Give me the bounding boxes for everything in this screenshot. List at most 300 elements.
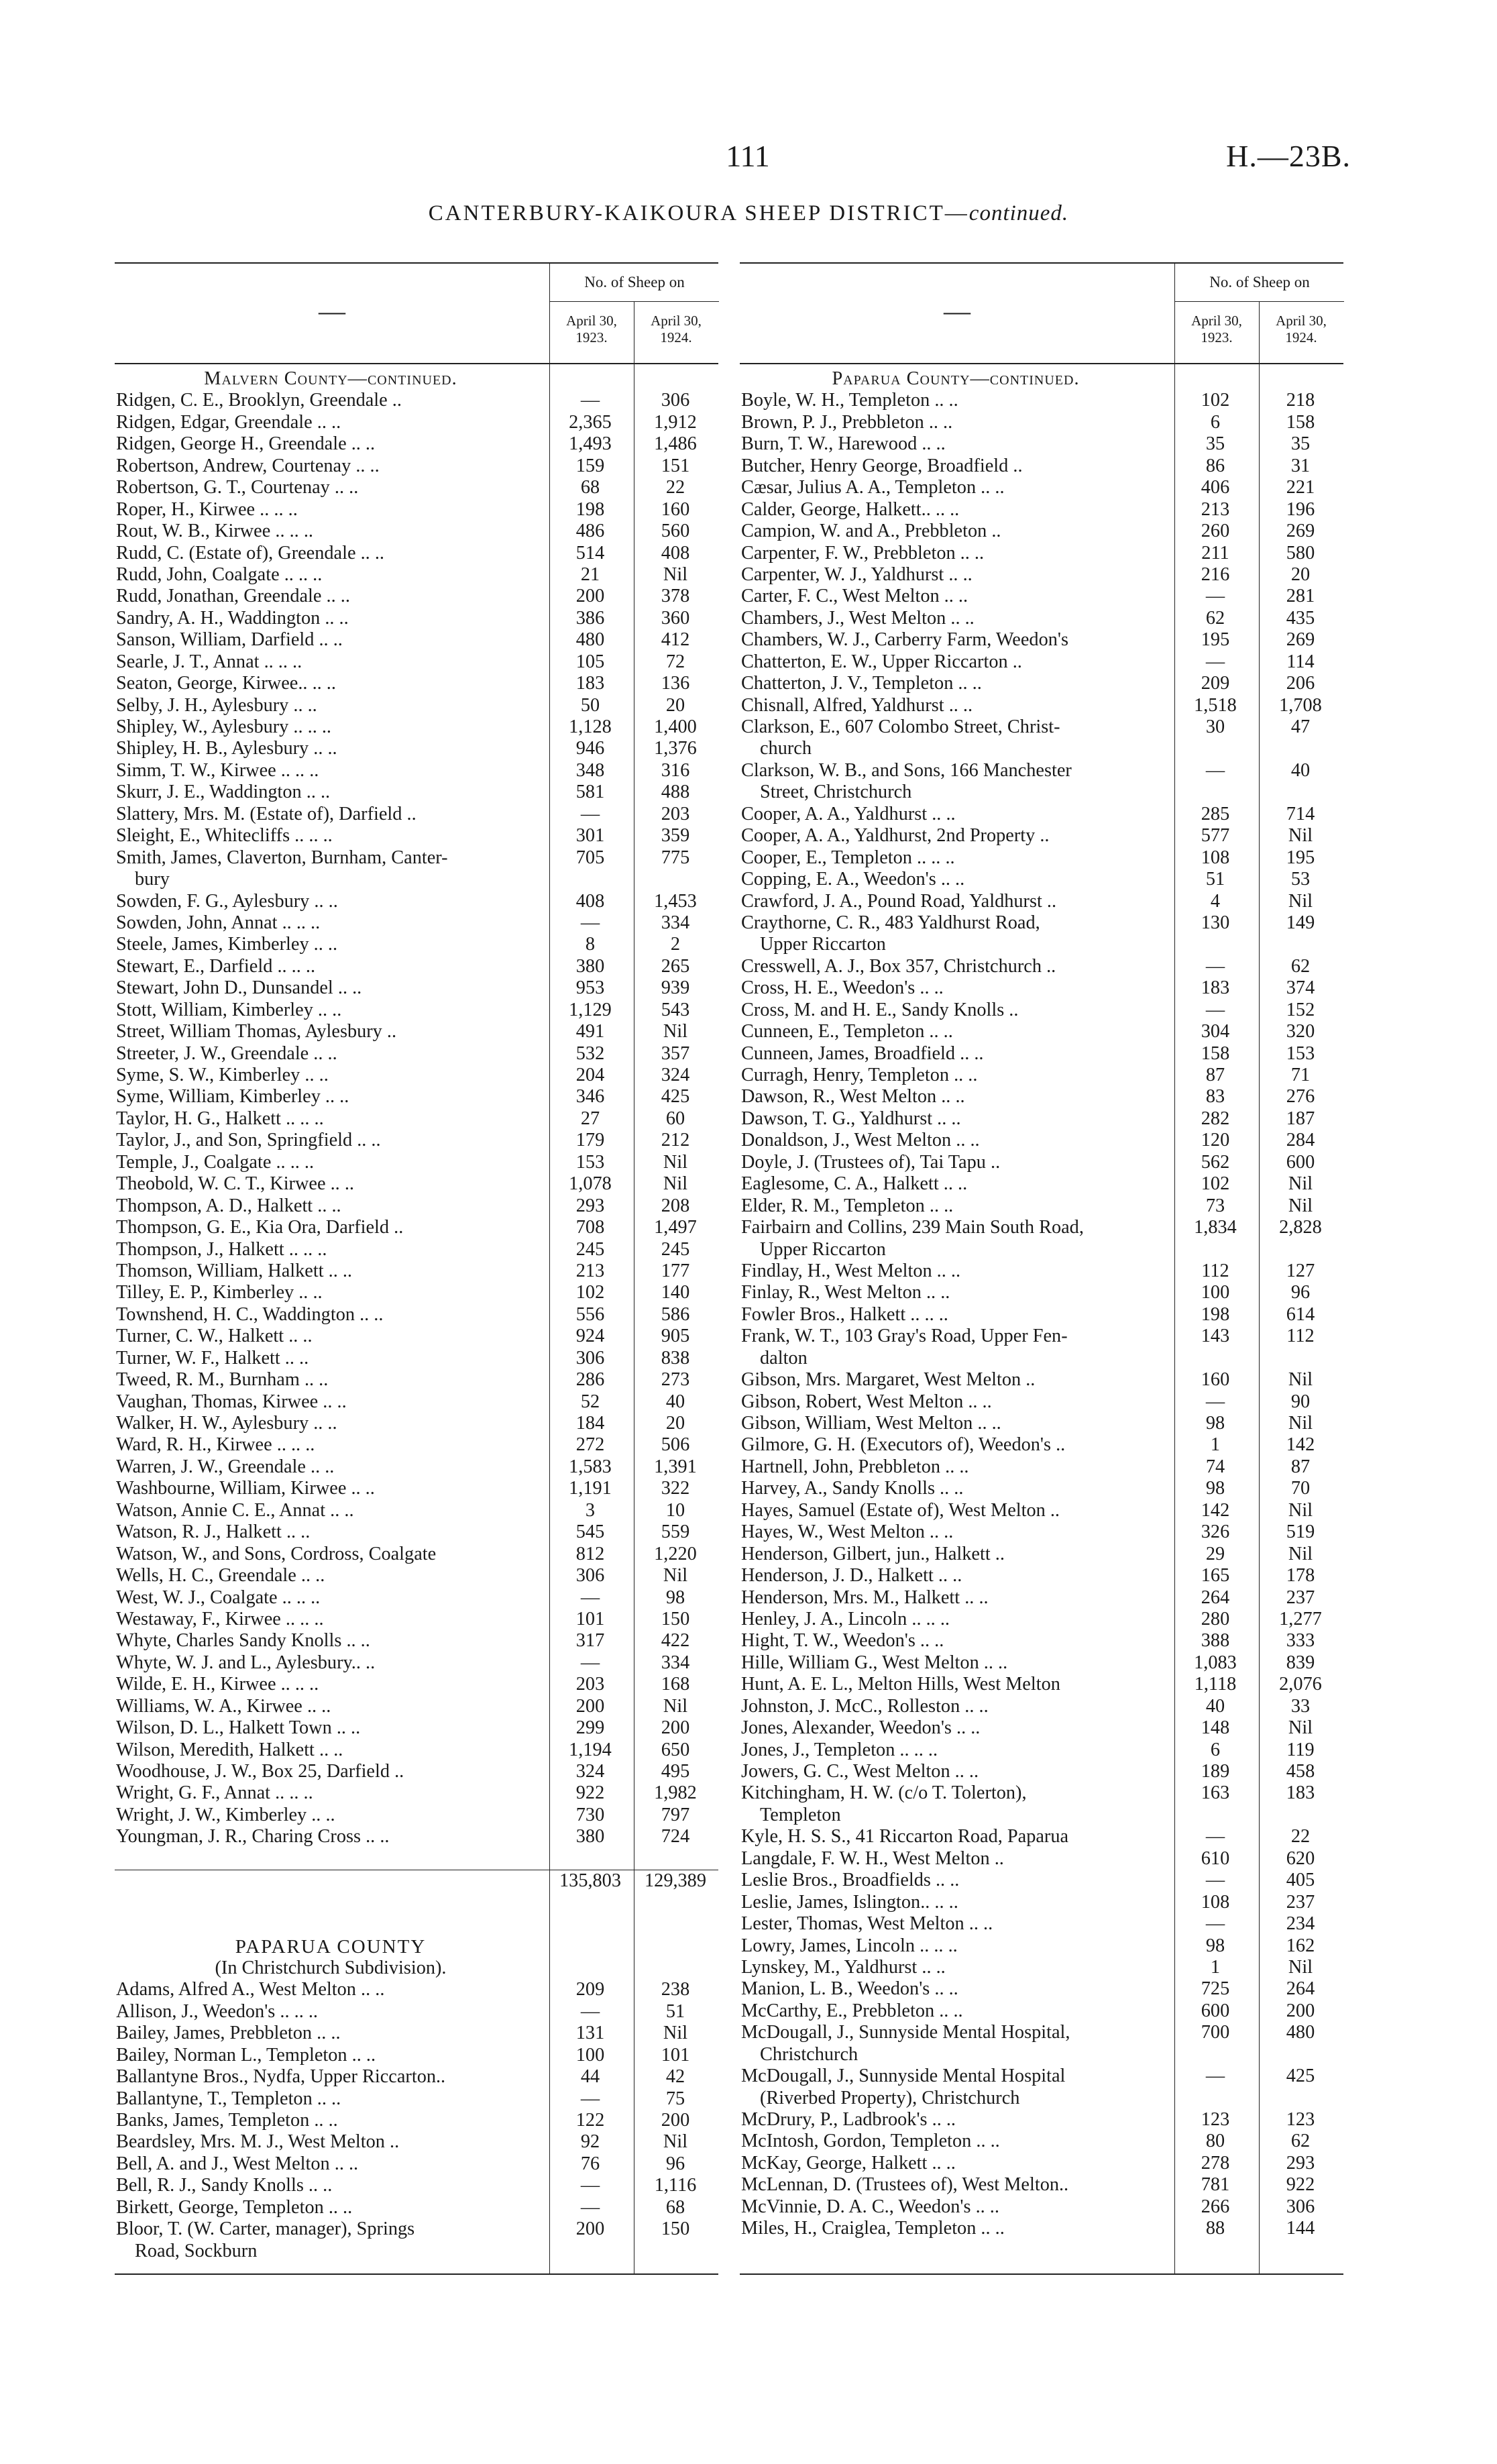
- table-row: [115, 1130, 718, 1151]
- sheep-1924: 22: [665, 477, 685, 498]
- sheep-1924: 40: [665, 1391, 685, 1412]
- owner-name: Cæsar, Julius A. A., Templeton .. ..: [741, 477, 1005, 498]
- table-row: [740, 2174, 1343, 2196]
- sheep-1923: —: [1205, 999, 1225, 1020]
- sheep-1923: 486: [575, 521, 605, 542]
- total-row: [115, 1870, 718, 1892]
- owner-name: Malvern County—continued.: [204, 368, 457, 389]
- owner-column-header: —: [944, 296, 971, 326]
- sheep-1923: 562: [1201, 1151, 1230, 1173]
- sheep-1924: 47: [1290, 716, 1311, 737]
- sheep-1924: 238: [661, 1979, 690, 2000]
- table-row: [740, 390, 1343, 411]
- table-row: [740, 1130, 1343, 1151]
- sheep-1923: 100: [575, 2044, 605, 2066]
- sheep-1924: 206: [1286, 673, 1315, 694]
- left-table-body: [115, 368, 718, 2262]
- owner-name: Taylor, H. G., Halkett .. .. ..: [116, 1108, 324, 1129]
- table-row: [115, 1304, 718, 1326]
- sheep-1924: 150: [661, 1608, 690, 1629]
- table-row: [115, 1979, 718, 2000]
- sheep-1924: 31: [1290, 455, 1311, 476]
- sheep-1924: 600: [1286, 1151, 1315, 1173]
- sheep-1923: 260: [1201, 521, 1230, 542]
- table-row: [740, 1413, 1343, 1434]
- table-row: [740, 1826, 1343, 1847]
- table-row: [115, 1108, 718, 1130]
- sheep-1924: Nil: [663, 2131, 688, 2153]
- table-row: [740, 847, 1343, 869]
- sheep-1924: 87: [1290, 1456, 1311, 1477]
- sheep-1924: 425: [1286, 2066, 1315, 2087]
- sheep-1924: 269: [1286, 521, 1315, 542]
- sheep-1923: 68: [580, 477, 600, 498]
- owner-name: Hayes, W., West Melton .. ..: [741, 1521, 954, 1543]
- owner-name: Jones, Alexander, Weedon's .. ..: [741, 1717, 981, 1739]
- sheep-1924: 1,277: [1279, 1608, 1322, 1629]
- table-row: [740, 1326, 1343, 1347]
- table-row: [740, 1217, 1343, 1238]
- sheep-1923: 1: [1210, 1956, 1221, 1978]
- table-row: [115, 1000, 718, 1021]
- sheep-1923: 29: [1205, 1543, 1225, 1564]
- sheep-1923: 21: [580, 564, 600, 585]
- table-row: [115, 673, 718, 694]
- sheep-1923: 1,583: [569, 1456, 612, 1477]
- table-row: [740, 1478, 1343, 1499]
- owner-name: Cunneen, James, Broadfield .. ..: [741, 1042, 984, 1064]
- sheep-1924: 72: [665, 651, 685, 672]
- sheep-1923: 301: [575, 825, 605, 847]
- sheep-1924: 359: [661, 825, 690, 847]
- owner-name: Tweed, R. M., Burnham .. ..: [116, 1369, 329, 1391]
- owner-name: Christchurch: [760, 2043, 858, 2065]
- owner-name: Chatterton, J. V., Templeton .. ..: [741, 673, 982, 694]
- sheep-1923: 80: [1205, 2131, 1225, 2152]
- sheep-1924: 360: [661, 607, 690, 629]
- owner-name: Upper Riccarton: [760, 1238, 886, 1260]
- sheep-1924: 333: [1286, 1630, 1315, 1652]
- sheep-1924: 10: [665, 1499, 685, 1521]
- table-row: [115, 738, 718, 759]
- owner-name: Syme, William, Kimberley .. ..: [116, 1086, 349, 1108]
- spacer: [115, 1914, 718, 1935]
- owner-name: Copping, E. A., Weedon's .. ..: [741, 869, 965, 890]
- table-row: [115, 499, 718, 521]
- sheep-1923: 946: [575, 738, 605, 759]
- sheep-1924: Nil: [663, 1021, 688, 1042]
- table-row: [115, 1326, 718, 1347]
- sheep-1924: 405: [1286, 1870, 1315, 1891]
- owner-name: Dawson, T. G., Yaldhurst .. ..: [741, 1108, 961, 1129]
- owner-name: Henderson, Mrs. M., Halkett .. ..: [741, 1587, 989, 1608]
- table-row: [740, 1913, 1343, 1935]
- owner-name: Allison, J., Weedon's .. .. ..: [116, 2000, 318, 2022]
- column-1923-header: [549, 301, 633, 363]
- sheep-1923: 924: [575, 1326, 605, 1347]
- sheep-1923: 514: [575, 542, 605, 564]
- table-row: [115, 1782, 718, 1804]
- owner-name: Rudd, John, Coalgate .. .. ..: [116, 564, 323, 585]
- table-row: [115, 847, 718, 869]
- owner-name: Chambers, J., West Melton .. ..: [741, 607, 975, 629]
- table-row-continuation: [740, 2044, 1343, 2066]
- owner-name: Cross, M. and H. E., Sandy Knolls ..: [741, 999, 1019, 1020]
- sheep-1923: 92: [580, 2131, 600, 2153]
- owner-name: Kitchingham, H. W. (c/o T. Tolerton),: [741, 1782, 1027, 1804]
- sheep-1924: 35: [1290, 433, 1311, 455]
- sheep-1924: 322: [661, 1478, 690, 1499]
- table-row: [115, 1565, 718, 1587]
- sheep-1924: 151: [661, 455, 690, 476]
- table-row: [115, 956, 718, 977]
- owner-name: McLennan, D. (Trustees of), West Melton..: [741, 2174, 1069, 2196]
- sheep-1923: 204: [575, 1065, 605, 1085]
- sheep-1924: 40: [1290, 759, 1311, 781]
- owner-name: McDougall, J., Sunnyside Mental Hospital,: [741, 2022, 1070, 2043]
- owner-name: Cunneen, E., Templeton .. ..: [741, 1021, 953, 1042]
- sheep-1924: 183: [1286, 1782, 1315, 1804]
- table-row: [740, 1978, 1343, 2000]
- sheep-1924: 196: [1286, 498, 1315, 520]
- table-row: [740, 1565, 1343, 1587]
- sheep-1923: 183: [575, 673, 605, 694]
- sheep-1923: 705: [575, 847, 605, 868]
- table-row: [740, 1152, 1343, 1173]
- table-row: [740, 891, 1343, 912]
- sheep-1923: 1: [1210, 1434, 1221, 1456]
- sheep-1923: 480: [575, 629, 605, 651]
- sheep-1923: 6: [1210, 411, 1221, 433]
- sheep-1924: 273: [661, 1369, 690, 1391]
- sheep-1923: 280: [1201, 1608, 1230, 1629]
- sheep-1924: 60: [665, 1108, 685, 1129]
- owner-name: Sowden, F. G., Aylesbury .. ..: [116, 890, 338, 912]
- sheep-1924: 152: [1286, 999, 1315, 1020]
- sheep-1923: —: [1205, 2066, 1225, 2087]
- sheep-1923: 108: [1201, 1891, 1230, 1913]
- table-row: [115, 1086, 718, 1108]
- owner-name: Bell, R. J., Sandy Knolls .. ..: [116, 2175, 333, 2196]
- owner-name: Templeton: [760, 1804, 841, 1825]
- owner-name: Hayes, Samuel (Estate of), West Melton ..: [741, 1499, 1060, 1521]
- sheep-1924: 357: [661, 1042, 690, 1064]
- table-row: [115, 456, 718, 477]
- sheep-1923: 216: [1201, 564, 1230, 585]
- table-row: [115, 1413, 718, 1434]
- owner-name: Shipley, H. B., Aylesbury .. ..: [116, 738, 337, 759]
- sheep-1924: 1,116: [654, 2175, 697, 2196]
- table-row: [740, 1761, 1343, 1782]
- sheep-1923: 406: [1201, 477, 1230, 498]
- sheep-1924: 1,376: [654, 738, 697, 759]
- sheep-1924: 178: [1286, 1565, 1315, 1587]
- sheep-1924: 580: [1286, 542, 1315, 564]
- owner-name: Tilley, E. P., Kimberley .. ..: [116, 1282, 323, 1303]
- table-row: [740, 2066, 1343, 2087]
- sheep-1924: Nil: [1288, 1413, 1313, 1434]
- table-row: [740, 760, 1343, 782]
- table-row: [115, 2175, 718, 2196]
- sheep-1924: 33: [1290, 1695, 1311, 1717]
- sheep-1923: 1,194: [569, 1739, 612, 1760]
- sheep-1923: 266: [1201, 2196, 1230, 2217]
- owner-name: Street, William Thomas, Aylesbury ..: [116, 1021, 397, 1042]
- sheep-1924: 101: [661, 2044, 690, 2066]
- table-row: [115, 1434, 718, 1456]
- left-table-header: [115, 262, 718, 364]
- table-row: [115, 934, 718, 955]
- sheep-1923: 299: [575, 1717, 605, 1739]
- sheep-1923: 102: [1201, 1173, 1230, 1195]
- sheep-1923: 272: [575, 1434, 605, 1456]
- sheep-1924: 939: [661, 977, 690, 999]
- owner-name: Beardsley, Mrs. M. J., West Melton ..: [116, 2131, 400, 2153]
- table-row: [740, 564, 1343, 586]
- owner-name: Walker, H. W., Aylesbury .. ..: [116, 1413, 337, 1434]
- table-row: [740, 1391, 1343, 1413]
- owner-name: Adams, Alfred A., West Melton .. ..: [116, 1979, 385, 2000]
- page-number: 111: [726, 139, 770, 173]
- sheep-1923: 408: [575, 890, 605, 912]
- owner-name: Henderson, J. D., Halkett .. ..: [741, 1565, 962, 1587]
- sheep-1924: 1,391: [654, 1456, 697, 1477]
- table-row: [115, 1696, 718, 1717]
- sheep-count-group-header: No. of Sheep on: [549, 264, 719, 302]
- sheep-1923: —: [1205, 1913, 1225, 1935]
- sheep-1923: —: [580, 912, 600, 933]
- sheep-1924: 488: [661, 782, 690, 803]
- table-row: [740, 869, 1343, 890]
- sheep-1924: Nil: [1288, 1173, 1313, 1195]
- sheep-1924: 208: [661, 1195, 690, 1216]
- table-row: [740, 2109, 1343, 2131]
- owner-name: Townshend, H. C., Waddington .. ..: [116, 1303, 384, 1325]
- owner-name: Wells, H. C., Greendale .. ..: [116, 1565, 325, 1587]
- owner-name: Rudd, C. (Estate of), Greendale .. ..: [116, 542, 384, 564]
- owner-name: Crawford, J. A., Pound Road, Yaldhurst ..: [741, 890, 1057, 912]
- table-row: [115, 2023, 718, 2044]
- owner-name: West, W. J., Coalgate .. .. ..: [116, 1587, 321, 1608]
- sheep-1924: 264: [1286, 1978, 1315, 2000]
- sheep-1923: 306: [575, 1347, 605, 1369]
- sheep-1924: 922: [1286, 2174, 1315, 2196]
- table-row: [115, 1021, 718, 1042]
- sheep-1924: 22: [1290, 1826, 1311, 1847]
- owner-name: Road, Sockburn: [135, 2240, 258, 2261]
- sheep-1923: 122: [575, 2110, 605, 2131]
- table-row: [740, 608, 1343, 629]
- owner-name: Lester, Thomas, West Melton .. ..: [741, 1913, 993, 1935]
- owner-name: Stewart, E., Darfield .. .. ..: [116, 955, 316, 977]
- sheep-1923: 100: [1201, 1282, 1230, 1303]
- sheep-1924: 775: [661, 847, 690, 868]
- owner-name: Harvey, A., Sandy Knolls .. ..: [741, 1478, 964, 1499]
- owner-name: Sandry, A. H., Waddington .. ..: [116, 607, 349, 629]
- table-row: [740, 1173, 1343, 1195]
- table-row: [115, 1500, 718, 1521]
- sheep-1924: Nil: [1288, 1543, 1313, 1564]
- owner-name: Smith, James, Claverton, Burnham, Canter-: [116, 847, 448, 868]
- sheep-1924: 306: [1286, 2196, 1315, 2217]
- owner-name: Gibson, Mrs. Margaret, West Melton ..: [741, 1369, 1036, 1391]
- sheep-1923: 2,365: [569, 411, 612, 433]
- owner-name: Wilde, E. H., Kirwee .. .. ..: [116, 1674, 319, 1695]
- sheep-1923: 160: [1201, 1369, 1230, 1391]
- table-row: [115, 1587, 718, 1609]
- table-row: [115, 2131, 718, 2153]
- sheep-1924: Nil: [1288, 1195, 1313, 1216]
- sheep-1924: 98: [665, 1587, 685, 1608]
- sheep-1923: 83: [1205, 1086, 1225, 1108]
- sheep-1924: 96: [1290, 1282, 1311, 1303]
- sheep-1924: 281: [1286, 586, 1315, 607]
- owner-name: Craythorne, C. R., 483 Yaldhurst Road,: [741, 912, 1040, 933]
- column-1923-year: 1923.: [575, 329, 608, 345]
- table-row: [740, 1870, 1343, 1891]
- sheep-1924: 425: [661, 1086, 690, 1108]
- owner-name: Thomson, William, Halkett .. ..: [116, 1260, 353, 1281]
- table-bottom-rule: [115, 2273, 718, 2275]
- sheep-1923: 545: [575, 1521, 605, 1543]
- table-row: [740, 521, 1343, 542]
- owner-name: McDougall, J., Sunnyside Mental Hospital: [741, 2066, 1066, 2087]
- table-row: [115, 782, 718, 803]
- owner-name: Robertson, Andrew, Courtenay .. ..: [116, 455, 380, 476]
- table-row: [740, 716, 1343, 738]
- column-1923-date: April 30,: [566, 313, 617, 329]
- sheep-1924: 42: [665, 2066, 685, 2088]
- county-heading: [115, 1936, 718, 1958]
- subdivision-note: [115, 1958, 718, 1979]
- table-row: [740, 977, 1343, 999]
- owner-name: Turner, W. F., Halkett .. ..: [116, 1347, 309, 1369]
- owner-name: dalton: [760, 1347, 808, 1369]
- owner-name: Burn, T. W., Harewood .. ..: [741, 433, 946, 455]
- owner-name: Rudd, Jonathan, Greendale .. ..: [116, 586, 350, 607]
- sheep-1924: 519: [1286, 1521, 1315, 1543]
- owner-name: Wilson, Meredith, Halkett .. ..: [116, 1739, 343, 1760]
- owner-name: Carpenter, F. W., Prebbleton .. ..: [741, 542, 985, 564]
- sheep-1923: 44: [580, 2066, 600, 2088]
- table-row: [115, 760, 718, 782]
- owner-name: bury: [135, 869, 170, 890]
- owner-name: Henderson, Gilbert, jun., Halkett ..: [741, 1543, 1005, 1564]
- sheep-1923: 213: [575, 1260, 605, 1281]
- sheep-1923: 1,083: [1194, 1652, 1237, 1673]
- table-row-continuation: [115, 869, 718, 890]
- table-row: [115, 2197, 718, 2218]
- column-1924-year: 1924.: [660, 329, 692, 345]
- owner-name: McIntosh, Gordon, Templeton .. ..: [741, 2131, 1000, 2152]
- sheep-1923: 163: [1201, 1782, 1230, 1804]
- owner-name: Fowler Bros., Halkett .. .. ..: [741, 1303, 948, 1325]
- sheep-1924: 458: [1286, 1761, 1315, 1782]
- sheep-1923: 380: [575, 955, 605, 977]
- owner-name: Vaughan, Thomas, Kirwee .. ..: [116, 1391, 347, 1412]
- owner-name: PAPARUA COUNTY: [235, 1935, 427, 1958]
- sheep-1924: 221: [1286, 477, 1315, 498]
- sheep-1923: —: [580, 2088, 600, 2109]
- table-row-continuation: [740, 782, 1343, 803]
- owner-name: McVinnie, D. A. C., Weedon's .. ..: [741, 2196, 999, 2217]
- sheep-1924: 543: [661, 999, 690, 1020]
- title-continued: continued.: [968, 201, 1069, 225]
- table-row: [115, 1195, 718, 1217]
- owner-name: Finlay, R., West Melton .. ..: [741, 1282, 950, 1303]
- table-row: [115, 1152, 718, 1173]
- owner-name: Clarkson, E., 607 Colombo Street, Christ-: [741, 716, 1060, 737]
- table-row: [740, 456, 1343, 477]
- sheep-1923: 50: [580, 694, 600, 716]
- sheep-1923: 209: [1201, 673, 1230, 694]
- sheep-1923: 102: [1201, 390, 1230, 411]
- sheep-1924: 96: [665, 2153, 685, 2174]
- sheep-1924: 650: [661, 1739, 690, 1760]
- right-table-body: [740, 368, 1343, 2240]
- owner-name: Sowden, John, Annat .. .. ..: [116, 912, 321, 933]
- owner-name: Kyle, H. S. S., 41 Riccarton Road, Paparua: [741, 1826, 1069, 1847]
- table-row: [115, 1630, 718, 1652]
- table-row: [115, 543, 718, 564]
- owner-name: Gibson, Robert, West Melton .. ..: [741, 1391, 992, 1412]
- right-table: [740, 262, 1343, 2273]
- sheep-1924: 614: [1286, 1303, 1315, 1325]
- sheep-1923: 35: [1205, 433, 1225, 455]
- sheep-1923: 101: [575, 1608, 605, 1629]
- sheep-1924: 153: [1286, 1042, 1315, 1064]
- owner-name: Dawson, R., West Melton .. ..: [741, 1086, 965, 1108]
- sheep-1923: 532: [575, 1042, 605, 1064]
- table-row: [740, 1282, 1343, 1303]
- table-row: [115, 390, 718, 411]
- owner-name: (Riverbed Property), Christchurch: [760, 2087, 1020, 2108]
- table-row: [740, 2196, 1343, 2218]
- owner-name: Williams, W. A., Kirwee .. ..: [116, 1695, 331, 1717]
- sheep-1924: 168: [661, 1674, 690, 1695]
- owner-name: Thompson, A. D., Halkett .. ..: [116, 1195, 341, 1216]
- sheep-1924: 1,400: [654, 716, 697, 737]
- table-row: [115, 1173, 718, 1195]
- sheep-1923: 700: [1201, 2022, 1230, 2043]
- table-row: [115, 1826, 718, 1847]
- sheep-1924: 2,076: [1279, 1674, 1322, 1695]
- title-main: CANTERBURY-KAIKOURA SHEEP DISTRICT—: [428, 201, 969, 225]
- sheep-1923: 195: [1201, 629, 1230, 651]
- table-row: [115, 1521, 718, 1543]
- sheep-1923: 286: [575, 1369, 605, 1391]
- sheep-1923: 1,191: [569, 1478, 612, 1499]
- owner-name: Carter, F. C., West Melton .. ..: [741, 586, 968, 607]
- sheep-1924: 20: [665, 694, 685, 716]
- sheep-1923: —: [1205, 1870, 1225, 1891]
- sheep-1923: 6: [1210, 1739, 1221, 1760]
- sheep-1923: 1,493: [569, 433, 612, 455]
- sheep-1923: 348: [575, 759, 605, 781]
- sheep-1923: 278: [1201, 2152, 1230, 2174]
- owner-name: Gilmore, G. H. (Executors of), Weedon's ..: [741, 1434, 1066, 1456]
- owner-name: Watson, R. J., Halkett .. ..: [116, 1521, 311, 1543]
- sheep-1923: 324: [575, 1761, 605, 1782]
- right-table-header: [740, 262, 1343, 364]
- owner-name: Manion, L. B., Weedon's .. ..: [741, 1978, 958, 2000]
- table-row: [740, 433, 1343, 455]
- owner-name: Banks, James, Templeton .. ..: [116, 2110, 338, 2131]
- table-row: [115, 608, 718, 629]
- sheep-1923: 112: [1201, 1260, 1229, 1281]
- table-row: [740, 2218, 1343, 2239]
- sheep-1924: 797: [661, 1804, 690, 1825]
